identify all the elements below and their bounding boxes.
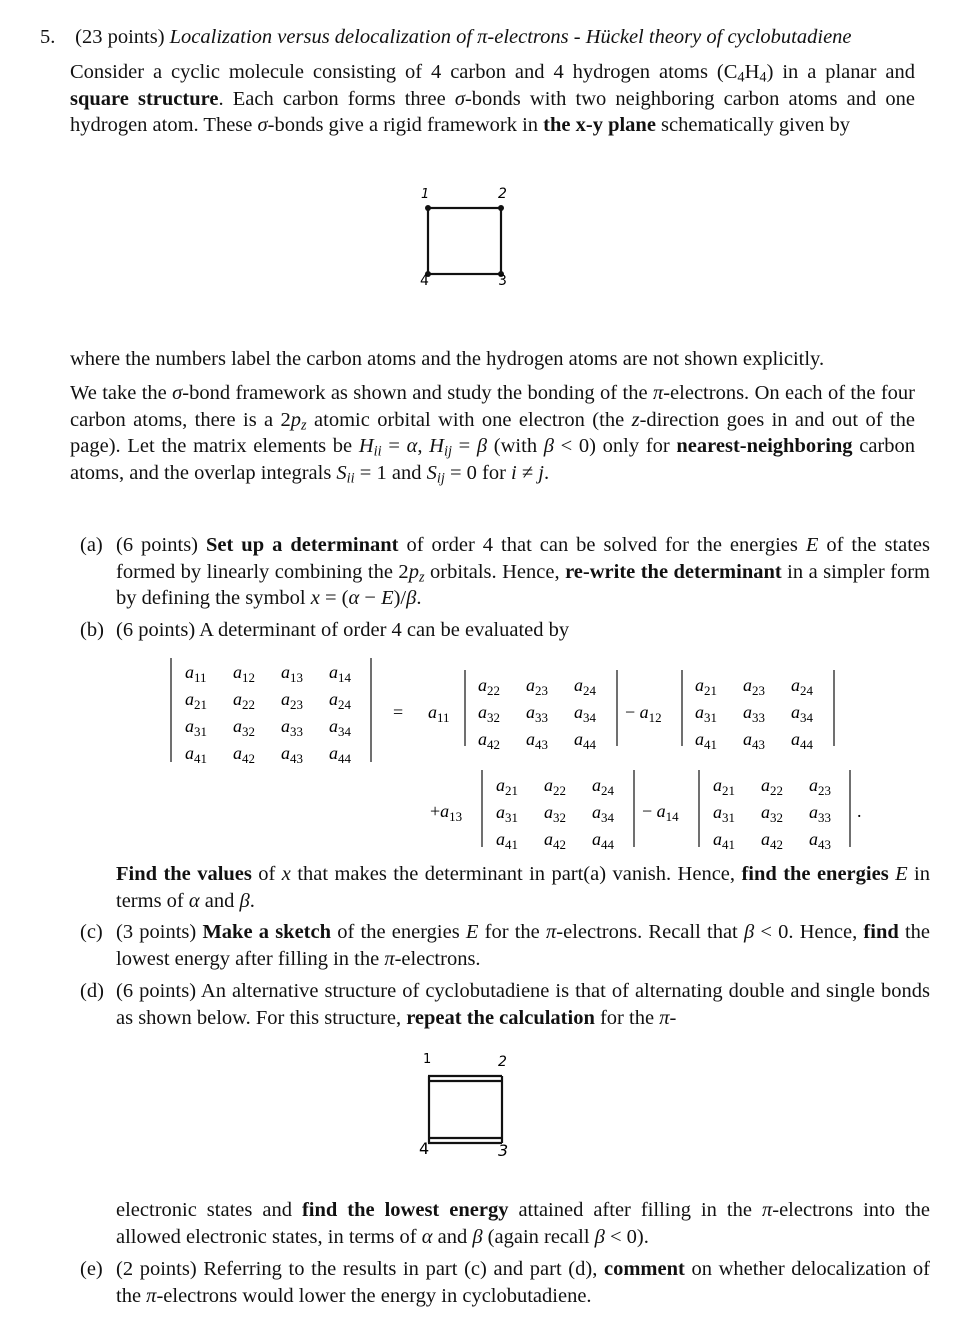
atom-4-label-alt: 4 bbox=[419, 1139, 430, 1158]
minor12-cell-1-0: $a_{31}$ bbox=[695, 702, 717, 725]
minor12-cell-0-2: $a_{24}$ bbox=[791, 675, 813, 698]
intro-text: Consider a cyclic molecule consisting of 4 carbon and 4 hydrogen atoms $(C_4H_4)$ in a planar and square structure. Each carbon forms three σ-bonds with two neighboring carbon atoms and one hydrogen atom. These σ-bonds give a rigid framework in the x-y plane schematically given by bbox=[70, 61, 915, 136]
minor14-cell-0-2: $a_{23}$ bbox=[809, 775, 831, 798]
part-d bbox=[80, 978, 930, 1031]
big-det-cell-1-1: $a_{22}$ bbox=[233, 689, 255, 712]
framework-caption bbox=[70, 346, 915, 373]
problem-points: (23 points) bbox=[75, 26, 165, 48]
big-det-cell-0-3: $a_{14}$ bbox=[329, 662, 351, 685]
big-det-cell-3-3: $a_{44}$ bbox=[329, 743, 351, 766]
part-d-continued bbox=[80, 1197, 930, 1250]
atom-1-dot bbox=[425, 205, 431, 211]
formula-end-period: . bbox=[857, 801, 862, 821]
big-det-cell-2-2: $a_{33}$ bbox=[281, 716, 303, 739]
minor12-cell-2-2: $a_{44}$ bbox=[791, 729, 813, 752]
part-e-text: (2 points) Referring to the results in part (c) and part (d), comment on whether delocalization of the π-electrons would lower the energy in cyclobutadiene. bbox=[116, 1258, 930, 1307]
minor12-cell-0-1: $a_{23}$ bbox=[743, 675, 765, 698]
minor13-cell-0-1: $a_{22}$ bbox=[544, 775, 566, 798]
problem-title: Localization versus delocalization of π-electrons - Hückel theory of cyclobutadiene bbox=[169, 26, 852, 48]
minor14-cell-0-0: $a_{21}$ bbox=[713, 775, 735, 798]
atom-3-label: 3 bbox=[498, 273, 507, 289]
hamiltonian-paragraph bbox=[70, 380, 915, 486]
big-det-cell-2-3: $a_{34}$ bbox=[329, 716, 351, 739]
minor13-cell-0-0: $a_{21}$ bbox=[496, 775, 518, 798]
part-d-label: (d) bbox=[80, 980, 104, 1002]
minor14-cell-2-2: $a_{43}$ bbox=[809, 829, 831, 852]
big-det-cell-0-2: $a_{13}$ bbox=[281, 662, 303, 685]
minor11-cell-1-0: $a_{32}$ bbox=[478, 702, 500, 725]
minor11-cell-1-2: $a_{34}$ bbox=[574, 702, 596, 725]
minor13-cell-2-2: $a_{44}$ bbox=[592, 829, 614, 852]
minor14-cell-1-2: $a_{33}$ bbox=[809, 802, 831, 825]
minor12-cell-0-0: $a_{21}$ bbox=[695, 675, 717, 698]
square-framework-diagram bbox=[405, 182, 525, 292]
atom-2-label: 2 bbox=[498, 186, 507, 202]
part-e-label: (e) bbox=[80, 1258, 103, 1280]
atom-1-label: 1 bbox=[421, 187, 430, 202]
minor14-cell-2-1: $a_{42}$ bbox=[761, 829, 783, 852]
part-e bbox=[80, 1256, 930, 1309]
minor11-cell-2-2: $a_{44}$ bbox=[574, 729, 596, 752]
big-det-cell-0-1: $a_{12}$ bbox=[233, 662, 255, 685]
part-b bbox=[80, 617, 930, 644]
equals-sign: = bbox=[393, 702, 404, 722]
intro-paragraph bbox=[70, 59, 915, 139]
problem-number: 5. bbox=[40, 26, 56, 48]
minor13-cell-1-0: $a_{31}$ bbox=[496, 802, 518, 825]
atom-3-label-alt: 3 bbox=[498, 1141, 509, 1160]
minor12-cell-2-1: $a_{43}$ bbox=[743, 729, 765, 752]
minor13-cell-1-1: $a_{32}$ bbox=[544, 802, 566, 825]
part-b-after-text: Find the values of x that makes the determinant in part(a) vanish. Hence, find the energies E in terms of α and β. bbox=[116, 863, 930, 912]
minor13-cell-0-2: $a_{24}$ bbox=[592, 775, 614, 798]
minor14-cell-1-0: $a_{31}$ bbox=[713, 802, 735, 825]
minor11-cell-0-0: $a_{22}$ bbox=[478, 675, 500, 698]
minor11-cell-0-2: $a_{24}$ bbox=[574, 675, 596, 698]
minor12-cell-1-2: $a_{34}$ bbox=[791, 702, 813, 725]
minor14-cell-0-1: $a_{22}$ bbox=[761, 775, 783, 798]
big-det-cell-1-3: $a_{24}$ bbox=[329, 689, 351, 712]
determinant-expansion bbox=[160, 650, 880, 855]
minor12-cell-1-1: $a_{33}$ bbox=[743, 702, 765, 725]
minor12-cell-2-0: $a_{41}$ bbox=[695, 729, 717, 752]
part-b-label: (b) bbox=[80, 619, 104, 641]
part-c-text: (3 points) Make a sketch of the energies E for the π-electrons. Recall that β < 0. Hence, find the lowest energy after filling in the π-electrons. bbox=[116, 921, 931, 970]
part-d-after-text: electronic states and find the lowest energy attained after filling in the π-electrons into the allowed electronic states, in terms of α and β (again recall β < 0). bbox=[116, 1199, 930, 1248]
problem-header bbox=[40, 24, 930, 50]
atom-2-dot bbox=[498, 205, 504, 211]
big-det-cell-3-2: $a_{43}$ bbox=[281, 743, 303, 766]
square-bonds bbox=[428, 208, 501, 274]
minor13-cell-2-1: $a_{42}$ bbox=[544, 829, 566, 852]
part-a bbox=[80, 532, 930, 612]
minor13-cell-1-2: $a_{34}$ bbox=[592, 802, 614, 825]
part-a-label: (a) bbox=[80, 534, 103, 556]
minor11-cell-1-1: $a_{33}$ bbox=[526, 702, 548, 725]
alternating-bonds-diagram bbox=[405, 1048, 525, 1160]
big-det-cell-2-1: $a_{32}$ bbox=[233, 716, 255, 739]
big-det-cell-1-2: $a_{23}$ bbox=[281, 689, 303, 712]
atom-4-label: 4 bbox=[420, 273, 429, 289]
coef-a11: $a_{11}$ bbox=[428, 702, 450, 725]
part-a-text: (6 points) Set up a determinant of order 4 that can be solved for the energies E of the states formed by linearly combining the $2p_z$ orbitals. Hence, re-write the determinant in a simpler form by defining the symbol x = (α − E)/β. bbox=[116, 534, 931, 609]
minor11-cell-2-0: $a_{42}$ bbox=[478, 729, 500, 752]
atom-1-label-alt: 1 bbox=[423, 1052, 432, 1067]
minor13-cell-2-0: $a_{41}$ bbox=[496, 829, 518, 852]
part-b-continued bbox=[80, 861, 930, 914]
coef-minus-a14: − $a_{14}$ bbox=[642, 801, 679, 824]
part-c-label: (c) bbox=[80, 921, 103, 943]
coef-plus-a13: $+a_{13}$ bbox=[430, 801, 463, 824]
minor14-cell-2-0: $a_{41}$ bbox=[713, 829, 735, 852]
big-det-cell-0-0: $a_{11}$ bbox=[185, 662, 207, 685]
minor11-cell-2-1: $a_{43}$ bbox=[526, 729, 548, 752]
coef-minus-a12: − $a_{12}$ bbox=[625, 702, 662, 725]
caption-line: where the numbers label the carbon atoms and the hydrogen atoms are not shown explicitly. bbox=[70, 348, 825, 370]
minor14-cell-1-1: $a_{32}$ bbox=[761, 802, 783, 825]
hamiltonian-text: We take the σ-bond framework as shown and study the bonding of the π-electrons. On each of the four carbon atoms, there is a $2p_z$ atomic orbital with one electron (the z-direction goes in and out of the page). Let the matrix elements be $H_{ii} = \alpha$, $H_{ij} = \beta$ (with β < 0) only for nearest-neighboring carbon atoms, and the overlap integrals $S_{ii} = 1$ and $S_{ij} = 0$ for i ≠ j. bbox=[70, 382, 916, 487]
atom-2-label-alt: 2 bbox=[498, 1054, 507, 1070]
minor11-cell-0-1: $a_{23}$ bbox=[526, 675, 548, 698]
big-det-cell-2-0: $a_{31}$ bbox=[185, 716, 207, 739]
big-det-cell-3-0: $a_{41}$ bbox=[185, 743, 207, 766]
big-det-cell-1-0: $a_{21}$ bbox=[185, 689, 207, 712]
big-det-cell-3-1: $a_{42}$ bbox=[233, 743, 255, 766]
part-d-text: (6 points) An alternative structure of cyclobutadiene is that of alternating double and single bonds as shown below. For this structure, repeat the calculation for the π- bbox=[116, 980, 930, 1029]
determinant-formula bbox=[171, 658, 862, 852]
part-b-text: (6 points) A determinant of order 4 can be evaluated by bbox=[116, 619, 570, 641]
part-c bbox=[80, 919, 930, 972]
